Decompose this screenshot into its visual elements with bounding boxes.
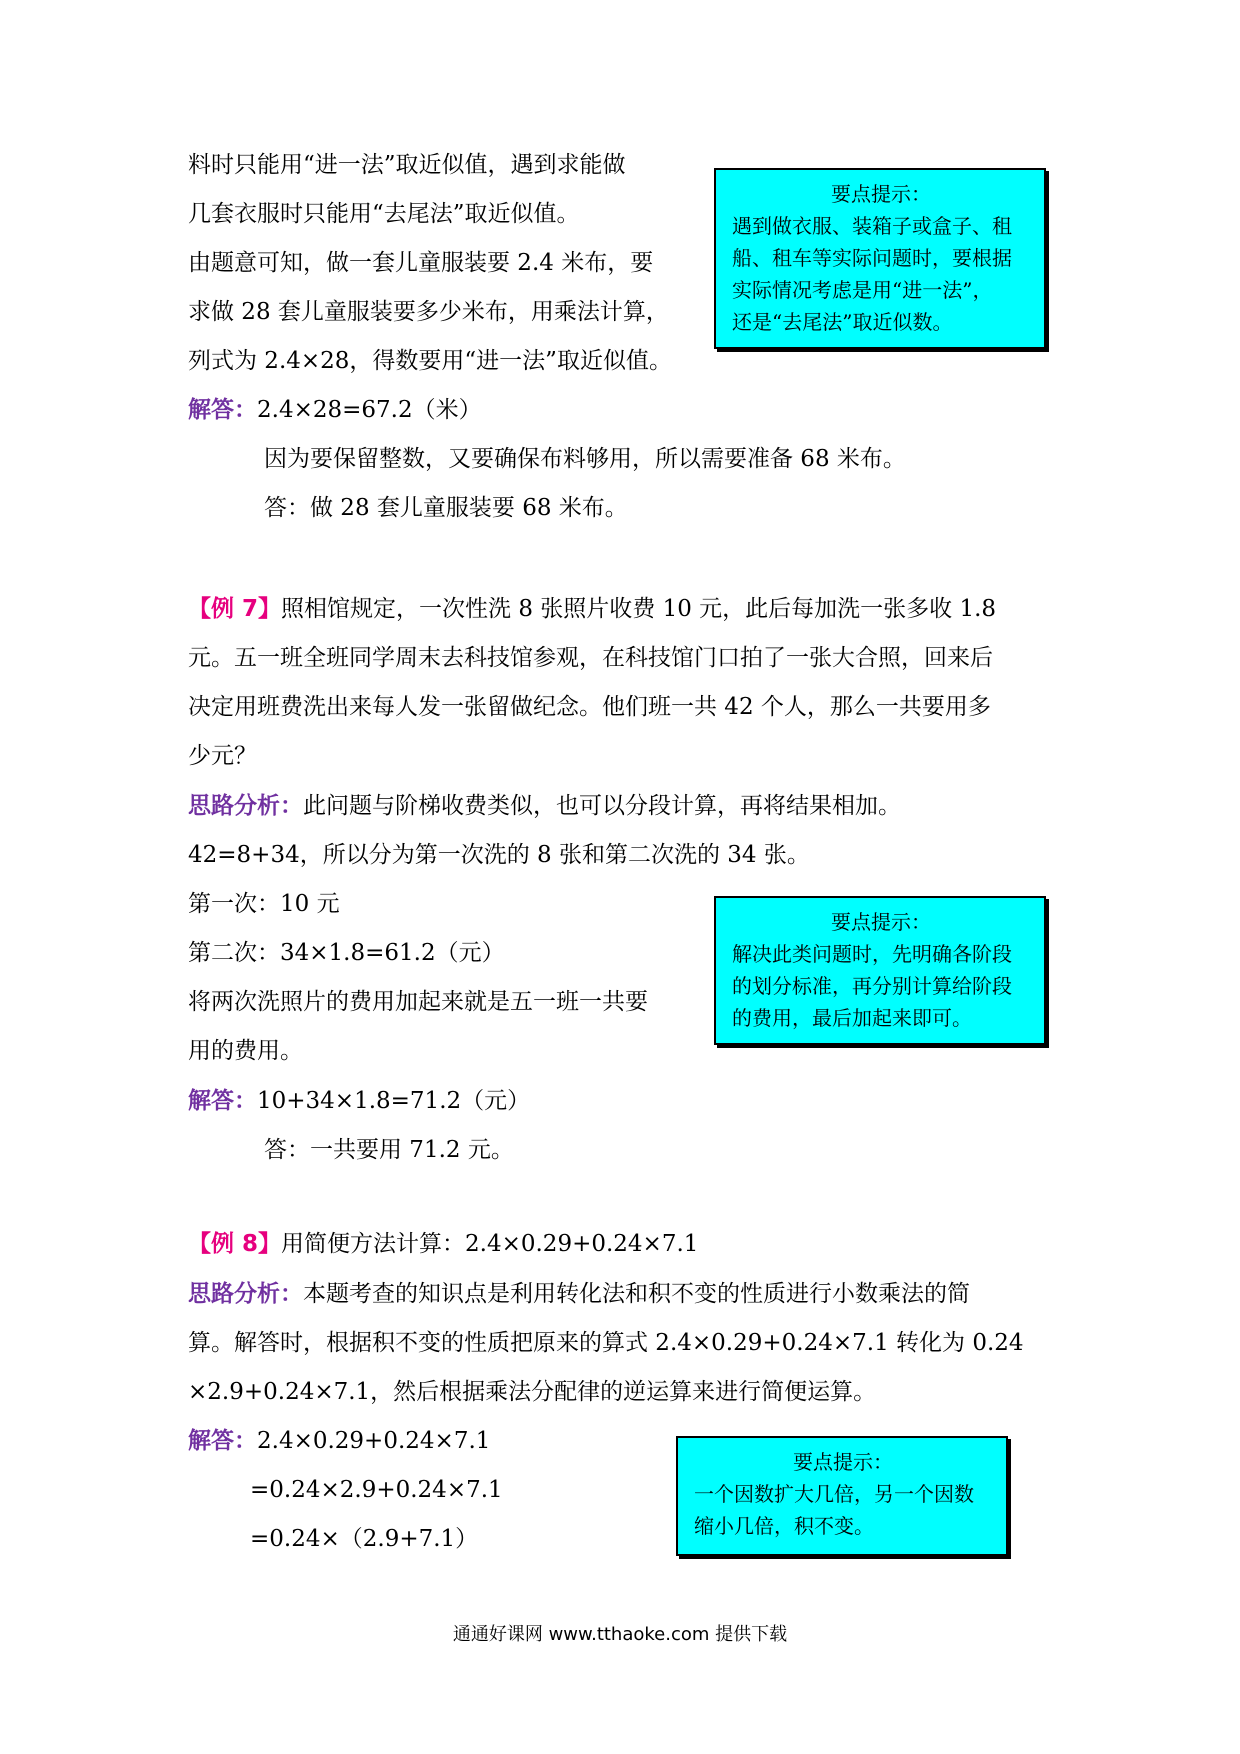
analysis-line: ×2.9+0.24×7.1，然后根据乘法分配律的逆运算来进行简便运算。 bbox=[188, 1379, 877, 1405]
analysis-text: 此问题与阶梯收费类似，也可以分段计算，再将结果相加。 bbox=[303, 793, 901, 819]
page-footer: 通通好课网 www.tthaoke.com 提供下载 bbox=[452, 1624, 788, 1645]
problem-line bbox=[188, 1227, 698, 1261]
answer-line bbox=[188, 1084, 530, 1118]
answer-line: =0.24×（2.9+7.1） bbox=[250, 1526, 479, 1552]
example-tag: 【例 7】 bbox=[188, 596, 282, 622]
tip-line: 解决此类问题时，先明确各阶段 bbox=[732, 942, 1012, 966]
analysis-line bbox=[188, 789, 901, 823]
tip-line: 的划分标准，再分别计算给阶段 bbox=[732, 974, 1012, 998]
answer-text: 2.4×0.29+0.24×7.1 bbox=[257, 1428, 491, 1454]
tip-line: 缩小几倍，积不变。 bbox=[694, 1514, 874, 1538]
tip-line: 遇到做衣服、装箱子或盒子、租 bbox=[732, 214, 1012, 238]
answer-label: 解答： bbox=[188, 1088, 257, 1114]
analysis-label: 思路分析： bbox=[188, 793, 303, 819]
analysis-line: 用的费用。 bbox=[188, 1038, 303, 1064]
answer-line: 答：做 28 套儿童服装要 68 米布。 bbox=[264, 495, 628, 521]
answer-line bbox=[188, 393, 482, 427]
body-line: 列式为 2.4×28，得数要用“进一法”取近似值。 bbox=[188, 348, 672, 374]
tip-box bbox=[714, 168, 1046, 349]
tip-box bbox=[676, 1436, 1008, 1556]
tip-line: 船、租车等实际问题时，要根据 bbox=[732, 246, 1012, 270]
analysis-line bbox=[188, 1277, 970, 1311]
tip-title: 要点提示： bbox=[793, 1450, 893, 1474]
answer-line bbox=[188, 1424, 490, 1458]
analysis-label: 思路分析： bbox=[188, 1281, 303, 1307]
analysis-line: 将两次洗照片的费用加起来就是五一班一共要 bbox=[188, 989, 648, 1015]
answer-line: 答：一共要用 71.2 元。 bbox=[264, 1137, 514, 1163]
tip-line: 实际情况考虑是用“进一法”， bbox=[732, 278, 993, 302]
tip-line: 一个因数扩大几倍，另一个因数 bbox=[694, 1482, 974, 1506]
analysis-line: 算。解答时，根据积不变的性质把原来的算式 2.4×0.29+0.24×7.1 转化为 0.24 bbox=[188, 1330, 1024, 1356]
answer-label: 解答： bbox=[188, 397, 257, 423]
problem-line: 元。五一班全班同学周末去科技馆参观，在科技馆门口拍了一张大合照，回来后 bbox=[188, 645, 993, 671]
tip-title: 要点提示： bbox=[831, 910, 931, 934]
body-line: 几套衣服时只能用“去尾法”取近似值。 bbox=[188, 201, 580, 227]
analysis-line: 第二次：34×1.8=61.2（元） bbox=[188, 940, 505, 966]
body-line: 求做 28 套儿童服装要多少米布，用乘法计算， bbox=[188, 299, 669, 325]
answer-text: 10+34×1.8=71.2（元） bbox=[257, 1088, 531, 1114]
tip-title: 要点提示： bbox=[831, 182, 931, 206]
answer-line: =0.24×2.9+0.24×7.1 bbox=[250, 1477, 503, 1503]
analysis-line: 第一次：10 元 bbox=[188, 891, 340, 917]
problem-text: 照相馆规定，一次性洗 8 张照片收费 10 元，此后每加洗一张多收 1.8 bbox=[281, 596, 997, 622]
tip-box bbox=[714, 896, 1046, 1045]
tip-line: 的费用，最后加起来即可。 bbox=[732, 1006, 972, 1030]
body-line: 料时只能用“进一法”取近似值，遇到求能做 bbox=[188, 152, 626, 178]
analysis-line: 42=8+34，所以分为第一次洗的 8 张和第二次洗的 34 张。 bbox=[188, 842, 810, 868]
problem-line bbox=[188, 592, 996, 626]
body-line: 由题意可知，做一套儿童服装要 2.4 米布，要 bbox=[188, 250, 654, 276]
analysis-text: 本题考查的知识点是利用转化法和积不变的性质进行小数乘法的简 bbox=[303, 1281, 970, 1307]
answer-label: 解答： bbox=[188, 1428, 257, 1454]
answer-text: 2.4×28=67.2（米） bbox=[257, 397, 482, 423]
example-tag: 【例 8】 bbox=[188, 1231, 282, 1257]
problem-line: 少元？ bbox=[188, 743, 257, 769]
tip-line: 还是“去尾法”取近似数。 bbox=[732, 310, 953, 334]
answer-line: 因为要保留整数，又要确保布料够用，所以需要准备 68 米布。 bbox=[264, 446, 906, 472]
problem-line: 决定用班费洗出来每人发一张留做纪念。他们班一共 42 个人，那么一共要用多 bbox=[188, 694, 991, 720]
problem-text: 用简便方法计算：2.4×0.29+0.24×7.1 bbox=[281, 1231, 699, 1257]
